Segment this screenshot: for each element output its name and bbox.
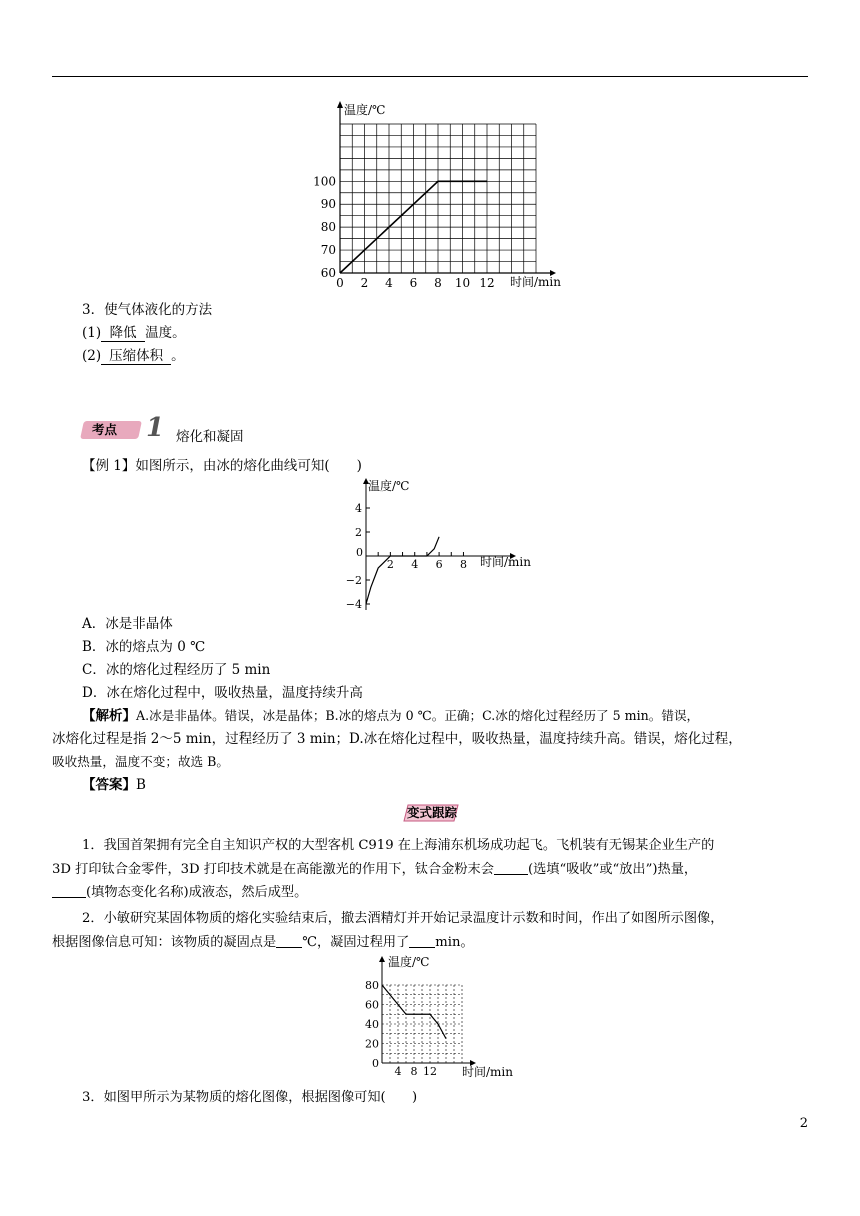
chart-y-axis-label: 温度/℃: [368, 479, 410, 493]
section-3-title: 3．使气体液化的方法: [82, 302, 213, 318]
option-c: C．冰的熔化过程经历了 5 min: [82, 662, 271, 678]
y-tick-label: −4: [345, 598, 362, 611]
x-tick-label: 8: [410, 1065, 418, 1078]
y-tick-label: 40: [365, 1018, 379, 1031]
analysis-label: 【解析】: [82, 708, 136, 724]
chart-origin-label: 0: [356, 546, 363, 559]
q2-text-c: min。: [435, 935, 474, 950]
q2-text-b: ℃，凝固过程用了: [302, 935, 410, 950]
q1-text-2b: (选填“吸收”或“放出”)热量，: [527, 862, 698, 877]
analysis-line-2: 冰熔化过程是指 2～5 min，过程经历了 3 min；D.冰在熔化过程中，吸收热量，温度持续升高。错误，熔化过程，: [52, 731, 742, 747]
chart-solidification: [350, 952, 540, 1082]
chart-ice-melting: [340, 476, 550, 612]
q1-blank-1[interactable]: [494, 860, 528, 875]
example-1-question: 【例 1】如图所示，由冰的熔化曲线可知( ): [82, 458, 362, 474]
x-tick-label: 2: [386, 558, 394, 571]
x-tick-label: 6: [435, 558, 443, 571]
kaodian-label: 考点: [92, 422, 118, 437]
kaodian-title: 熔化和凝固: [176, 429, 244, 445]
q1-blank-2[interactable]: [52, 883, 86, 898]
analysis-line-3: 吸收热量，温度不变；故选 B。: [52, 754, 229, 769]
x-tick-label: 0: [336, 276, 344, 290]
chart-grid: [382, 985, 462, 1063]
y-tick-label: −2: [345, 574, 362, 587]
section-3-item-1: [82, 324, 186, 342]
y-tick-label: 100: [313, 174, 336, 189]
q1-line-3: [52, 883, 307, 902]
chart-y-axis-label: 温度/℃: [388, 955, 430, 969]
y-tick-label: 70: [320, 243, 336, 258]
item-1-answer: 降低: [101, 325, 145, 342]
q2-line-2: [52, 933, 474, 952]
answer-line: [82, 776, 146, 794]
chart-series-line: [366, 537, 439, 604]
page-number: 2: [799, 1116, 808, 1131]
q1-text-2a: 3D 打印钛合金零件，3D 打印技术就是在高能激光的作用下，钛合金粉末会: [52, 862, 494, 877]
y-tick-label: 2: [355, 526, 362, 539]
y-tick-label: 80: [365, 979, 379, 992]
y-tick-label: 4: [355, 502, 362, 515]
item-2-suffix: 。: [171, 348, 185, 364]
q2-line-1: 2．小敏研究某固体物质的熔化实验结束后，撤去酒精灯并开始记录温度计示数和时间，作出了如图所示图像，: [82, 911, 724, 926]
x-tick-label: 12: [423, 1065, 437, 1078]
x-tick-label: 8: [434, 276, 442, 290]
item-1-suffix: 温度。: [145, 325, 186, 341]
variant-badge: 变式跟踪: [407, 805, 458, 820]
chart-x-axis-label: 时间/min: [510, 275, 561, 289]
chart-axes: [363, 478, 516, 610]
y-axis-arrow: [337, 101, 343, 108]
x-tick-label: 4: [411, 558, 419, 571]
section-3-item-2: [82, 347, 185, 365]
y-tick-label: 80: [320, 220, 336, 235]
x-tick-label: 2: [360, 276, 369, 290]
item-2-prefix: (2): [82, 348, 102, 364]
chart-heating-curve: [300, 96, 600, 296]
header-rule: [52, 76, 808, 77]
y-tick-label: 20: [365, 1037, 379, 1051]
q2-blank-2[interactable]: [409, 933, 435, 948]
analysis-text-1: A.冰是非晶体。错误，冰是晶体；B.冰的熔点为 0 ℃。正确；C.冰的熔化过程经历了 5 min。错误，: [136, 708, 700, 723]
item-1-prefix: (1): [82, 325, 102, 341]
q3-line: 3．如图甲所示为某物质的熔化图像，根据图像可知( ): [82, 1090, 418, 1105]
y-tick-label: 0: [372, 1057, 379, 1070]
x-tick-label: 10: [454, 276, 471, 290]
answer-label: 【答案】: [82, 777, 136, 793]
y-tick-label: 60: [320, 266, 336, 280]
chart-y-axis-label: 温度/℃: [344, 103, 386, 117]
x-tick-label: 4: [385, 276, 393, 290]
option-a: A．冰是非晶体: [82, 616, 173, 632]
chart-x-axis-label: 时间/min: [480, 555, 531, 569]
answer-value: B: [136, 777, 146, 793]
q1-line-2: [52, 860, 697, 879]
chart-axes: [379, 956, 476, 1066]
x-tick-label: 12: [479, 276, 495, 290]
option-d: D．冰在熔化过程中，吸收热量，温度持续升高: [82, 685, 363, 701]
q2-text-a: 根据图像信息可知：该物质的凝固点是: [52, 935, 277, 950]
y-axis-arrow: [379, 956, 385, 962]
kaodian-number: 1: [146, 413, 165, 443]
x-tick-label: 4: [394, 1065, 402, 1078]
y-tick-label: 60: [365, 998, 379, 1012]
q1-line-1: 1．我国首架拥有完全自主知识产权的大型客机 C919 在上海浦东机场成功起飞。飞机装有无锡某企业生产的: [82, 838, 715, 853]
y-tick-label: 90: [320, 197, 336, 212]
chart-x-axis-label: 时间/min: [462, 1065, 513, 1079]
item-2-answer: 压缩体积: [101, 348, 171, 365]
x-tick-label: 8: [459, 558, 467, 571]
q2-blank-1[interactable]: [276, 933, 302, 948]
analysis-line-1: [82, 707, 699, 725]
x-tick-label: 6: [409, 276, 418, 290]
option-b: B．冰的熔点为 0 ℃: [82, 639, 206, 655]
chart-grid: [340, 124, 536, 273]
q1-text-3b: (填物态变化名称)成液态，然后成型。: [86, 885, 308, 900]
